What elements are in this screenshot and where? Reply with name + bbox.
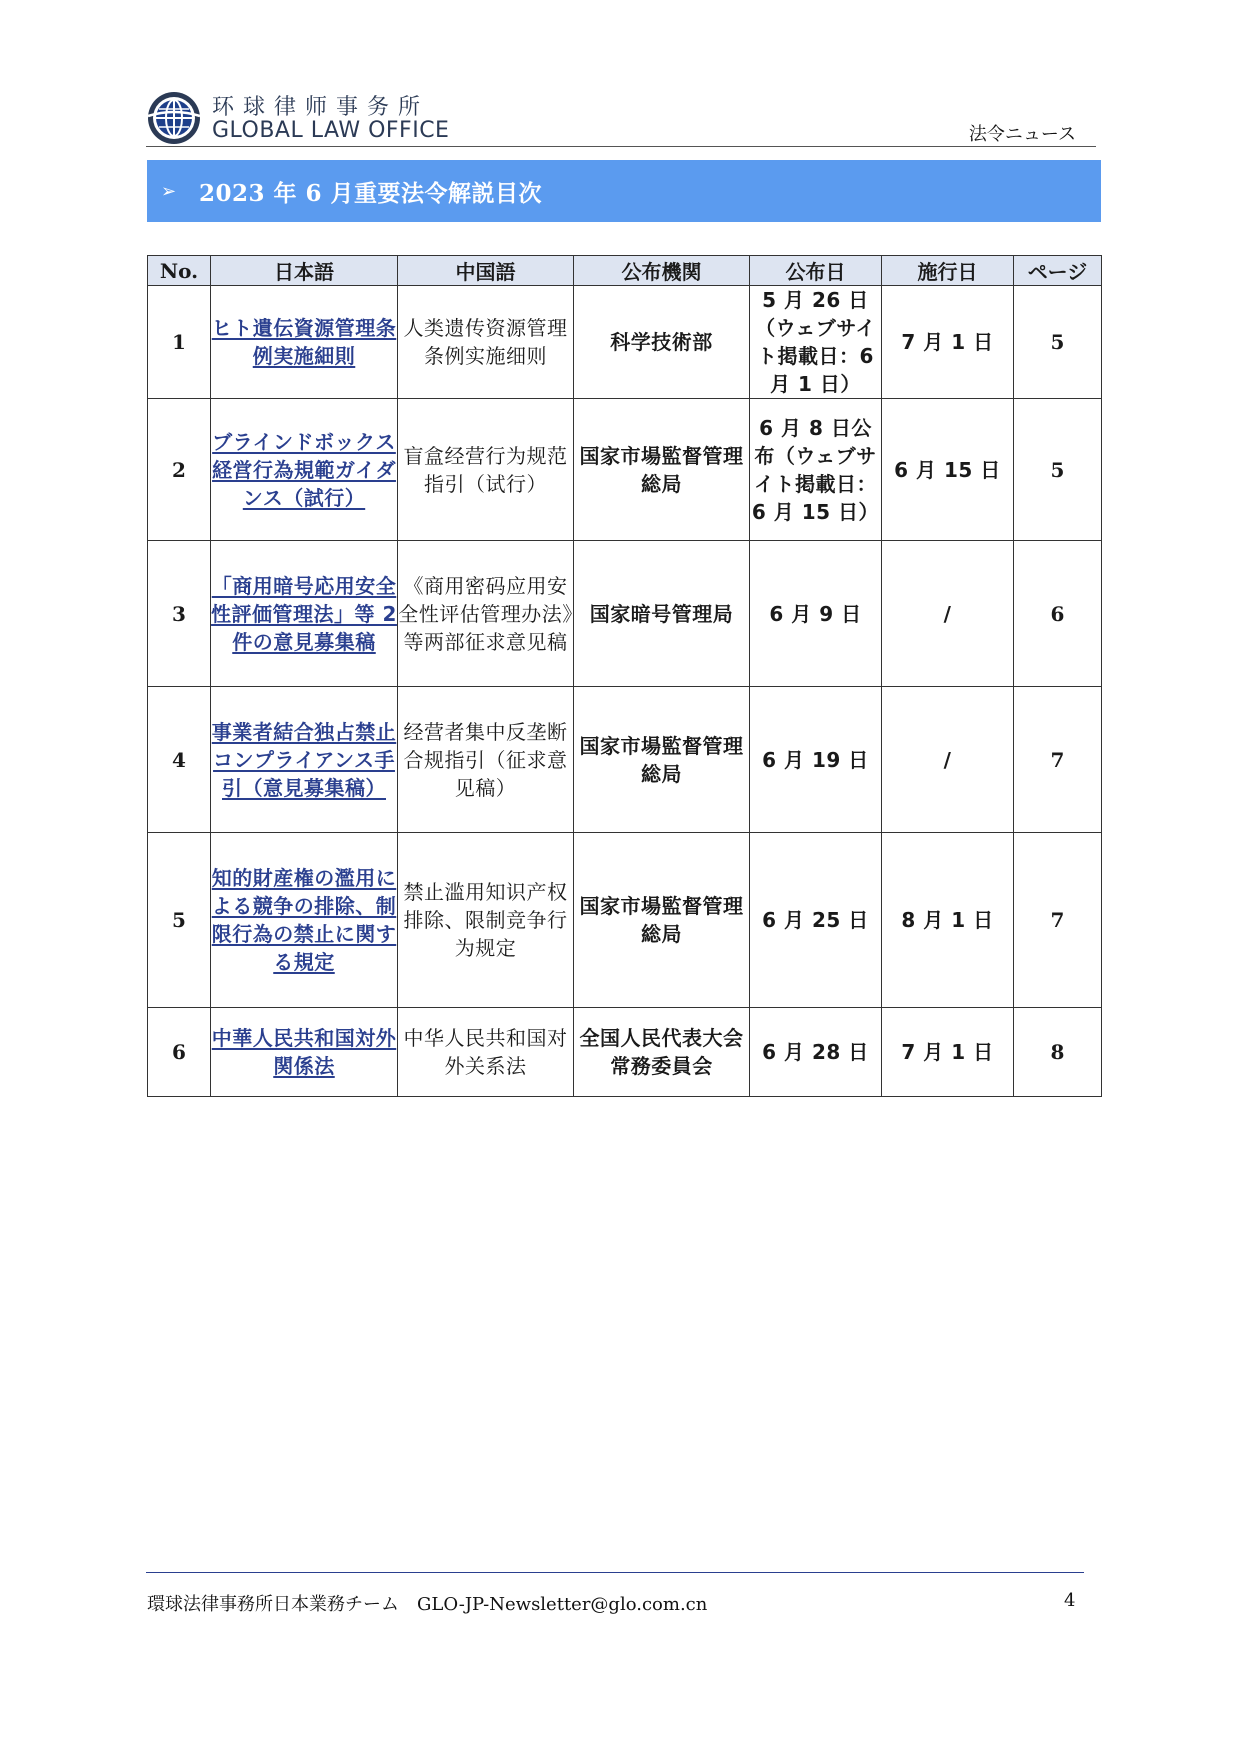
issuing-authority: 全国人民代表大会常務委員会 [574,1008,750,1097]
japanese-title-link[interactable]: ブラインドボックス経営行為規範ガイダンス（試行） [212,429,396,510]
effective-date: 8 月 1 日 [882,833,1014,1008]
publish-date: 6 月 8 日公布（ウェブサイト掲載日：6 月 15 日） [750,399,882,541]
effective-date: 7 月 1 日 [882,286,1014,399]
row-number: 4 [148,687,211,833]
japanese-title-cell [211,399,398,541]
row-number: 2 [148,399,211,541]
newsletter-tag: 法令ニュース [968,124,1076,145]
publish-date: 5 月 26 日（ウェブサイト掲載日：6 月 1 日） [750,286,882,399]
page-number: 7 [1014,687,1102,833]
brand-name-chinese: 环球律师事务所 [212,95,430,120]
contents-table [147,255,1102,1097]
section-banner [147,160,1101,222]
chinese-title: 盲盒经营行为规范指引（试行） [398,399,574,541]
header-divider [146,146,1096,147]
page-number: 7 [1014,833,1102,1008]
japanese-title-cell [211,833,398,1008]
row-number: 1 [148,286,211,399]
publish-date: 6 月 28 日 [750,1008,882,1097]
effective-date: / [882,541,1014,687]
table-header-row [148,256,1102,286]
japanese-title-cell [211,1008,398,1097]
japanese-title-link[interactable]: 事業者結合独占禁止コンプライアンス手引（意見募集稿） [211,719,397,800]
page-number: 5 [1014,286,1102,399]
effective-date: 6 月 15 日 [882,399,1014,541]
japanese-title-link[interactable]: 「商用暗号応用安全性評価管理法」等 2 件の意見募集稿 [211,573,397,654]
footer-contact: 環球法律事務所日本業務チーム GLO-JP-Newsletter@glo.com.cn [147,1594,708,1615]
column-header-effective-date: 施行日 [882,256,1014,286]
column-header-japanese: 日本語 [211,256,398,286]
page-header [146,84,1096,148]
japanese-title-link[interactable]: 中華人民共和国対外関係法 [211,1026,397,1078]
column-header-no: No. [148,256,211,286]
row-number: 5 [148,833,211,1008]
publish-date: 6 月 25 日 [750,833,882,1008]
issuing-authority: 国家市場監督管理総局 [574,399,750,541]
issuing-authority: 科学技術部 [574,286,750,399]
effective-date: 7 月 1 日 [882,1008,1014,1097]
chinese-title: 人类遗传资源管理条例实施细则 [398,286,574,399]
column-header-chinese: 中国語 [398,256,574,286]
arrow-bullet-icon: ➢ [161,180,177,202]
table-row [148,399,1102,541]
footer-divider [146,1572,1084,1573]
japanese-title-cell [211,541,398,687]
effective-date: / [882,687,1014,833]
column-header-publish-date: 公布日 [750,256,882,286]
table-row [148,687,1102,833]
column-header-page: ページ [1014,256,1102,286]
japanese-title-cell [211,687,398,833]
issuing-authority: 国家市場監督管理総局 [574,687,750,833]
publish-date: 6 月 19 日 [750,687,882,833]
globe-logo-icon [146,90,202,146]
chinese-title: 中华人民共和国对外关系法 [398,1008,574,1097]
section-title: 2023 年 6 月重要法令解説目次 [199,179,543,207]
publish-date: 6 月 9 日 [750,541,882,687]
table-row [148,286,1102,399]
page-number: 6 [1014,541,1102,687]
row-number: 6 [148,1008,211,1097]
chinese-title: 《商用密码应用安全性评估管理办法》等两部征求意见稿 [398,541,574,687]
table-row [148,541,1102,687]
page-number: 8 [1014,1008,1102,1097]
japanese-title-link[interactable]: 知的財産権の濫用による競争の排除、制限行為の禁止に関する規定 [211,866,397,974]
chinese-title: 禁止滥用知识产权排除、限制竞争行为规定 [398,833,574,1008]
issuing-authority: 国家市場監督管理総局 [574,833,750,1008]
brand-name-english: GLOBAL LAW OFFICE [212,118,450,143]
row-number: 3 [148,541,211,687]
column-header-issuer: 公布機関 [574,256,750,286]
chinese-title: 经营者集中反垄断合规指引（征求意见稿） [398,687,574,833]
issuing-authority: 国家暗号管理局 [574,541,750,687]
footer-page-number: 4 [1064,1590,1076,1611]
japanese-title-cell [211,286,398,399]
table-row [148,833,1102,1008]
page-number: 5 [1014,399,1102,541]
japanese-title-link[interactable]: ヒト遺伝資源管理条例実施細則 [211,316,397,368]
table-row [148,1008,1102,1097]
